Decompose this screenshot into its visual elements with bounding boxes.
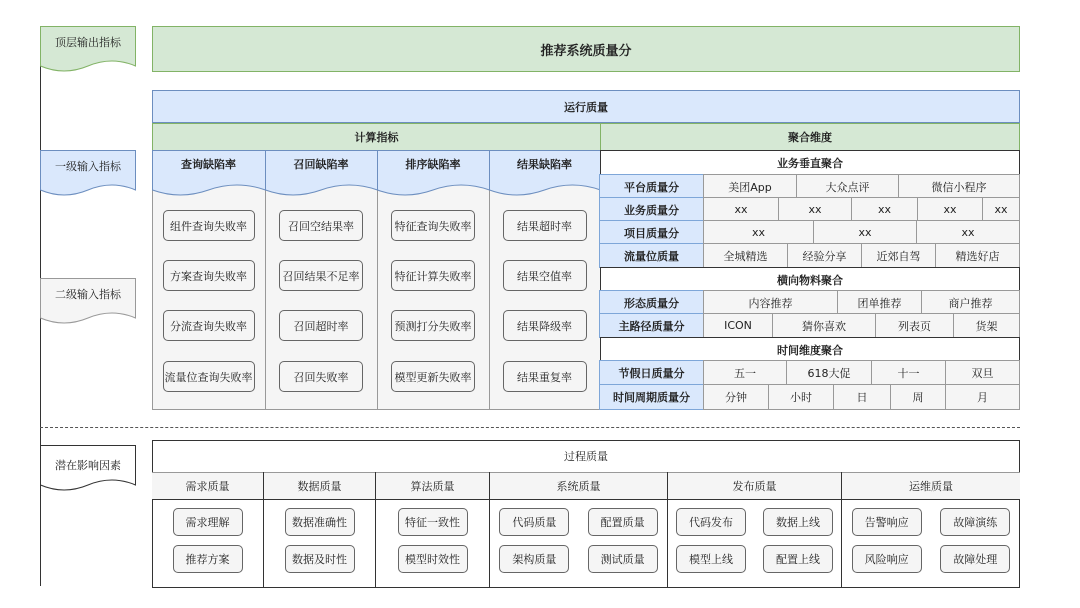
aggregation-cell: 内容推荐 <box>703 290 838 315</box>
metric-box: 召回空结果率 <box>279 210 363 241</box>
compute-column-header: 结果缺陷率 <box>517 158 572 171</box>
swimlane-line <box>40 66 41 586</box>
aggregation-row-label: 项目质量分 <box>599 220 704 245</box>
label-text: 潜在影响因素 <box>55 459 121 472</box>
aggregation-row <box>600 198 1020 222</box>
process-item: 模型时效性 <box>398 545 468 573</box>
process-column <box>489 472 667 588</box>
process-column-header: 算法质量 <box>376 472 489 500</box>
aggregation-row <box>600 221 1020 245</box>
process-item: 架构质量 <box>499 545 569 573</box>
process-column-header: 数据质量 <box>264 472 375 500</box>
process-column-header: 发布质量 <box>668 472 841 500</box>
aggregation-cell: 美团App <box>703 174 797 199</box>
aggregation-row-label: 主路径质量分 <box>599 313 704 338</box>
metric-box: 预测打分失败率 <box>391 310 475 341</box>
aggregation-cell: 精选好店 <box>935 243 1020 268</box>
metric-box: 结果空值率 <box>503 260 587 291</box>
aggregation-cell: xx <box>917 197 983 222</box>
metric-box: 特征查询失败率 <box>391 210 475 241</box>
aggregation-cell: xx <box>778 197 852 222</box>
aggregation-row-label: 节假日质量分 <box>599 360 704 386</box>
metric-box: 召回结果不足率 <box>279 260 363 291</box>
metric-box: 模型更新失败率 <box>391 361 475 392</box>
metric-box: 分流查询失败率 <box>163 310 255 341</box>
aggregation-cell: 经验分享 <box>787 243 862 268</box>
label-level2-input <box>40 278 136 326</box>
page-title: 推荐系统质量分 <box>152 26 1020 72</box>
compute-column-header: 排序缺陷率 <box>405 158 461 171</box>
aggregation-cell: xx <box>851 197 918 222</box>
aggregation-cell: xx <box>703 197 779 222</box>
aggregation-group-title: 时间维度聚合 <box>600 337 1020 362</box>
aggregation-cell: 月 <box>945 384 1020 410</box>
process-item: 模型上线 <box>676 545 746 573</box>
process-quality-title: 过程质量 <box>564 450 608 463</box>
process-column <box>263 472 375 588</box>
metric-box: 召回超时率 <box>279 310 363 341</box>
metric-box: 流量位查询失败率 <box>163 361 255 392</box>
label-level1-input <box>40 150 136 198</box>
process-item: 配置质量 <box>588 508 658 536</box>
aggregation-cell: 十一 <box>871 360 946 386</box>
metric-box: 结果超时率 <box>503 210 587 241</box>
process-column-header: 运维质量 <box>842 472 1020 500</box>
aggregation-row <box>600 291 1020 315</box>
aggregation-group-title: 业务垂直聚合 <box>600 150 1020 176</box>
aggregation-cell: 近郊自驾 <box>861 243 936 268</box>
aggregation-row <box>600 314 1020 338</box>
aggregation-row-label: 业务质量分 <box>599 197 704 222</box>
process-item: 推荐方案 <box>173 545 243 573</box>
aggregation-cell: 团单推荐 <box>837 290 922 315</box>
process-item: 配置上线 <box>763 545 833 573</box>
aggregation-row <box>600 361 1020 386</box>
aggregation-header: 聚合维度 <box>600 123 1020 151</box>
metric-box: 特征计算失败率 <box>391 260 475 291</box>
aggregation-cell: 日 <box>833 384 891 410</box>
compute-metrics-header: 计算指标 <box>152 123 601 151</box>
aggregation-row-label: 形态质量分 <box>599 290 704 315</box>
aggregation-cell: 五一 <box>703 360 787 386</box>
process-item: 特征一致性 <box>398 508 468 536</box>
label-text: 二级输入指标 <box>55 288 121 301</box>
compute-column-header: 查询缺陷率 <box>181 158 236 171</box>
metric-box: 结果降级率 <box>503 310 587 341</box>
aggregation-cell: 分钟 <box>703 384 769 410</box>
process-column-header: 系统质量 <box>490 472 667 500</box>
compute-column-header: 召回缺陷率 <box>293 158 349 171</box>
process-item: 数据上线 <box>763 508 833 536</box>
label-latent-factors <box>40 445 136 493</box>
process-item: 代码质量 <box>499 508 569 536</box>
aggregation-cell: 大众点评 <box>796 174 899 199</box>
process-item: 测试质量 <box>588 545 658 573</box>
aggregation-cell: xx <box>982 197 1020 222</box>
metric-box: 组件查询失败率 <box>163 210 255 241</box>
process-column <box>841 472 1020 588</box>
aggregation-row-label: 平台质量分 <box>599 174 704 199</box>
aggregation-row <box>600 385 1020 410</box>
label-text: 一级输入指标 <box>55 160 121 173</box>
runtime-quality-header: 运行质量 <box>152 90 1020 123</box>
process-column <box>667 472 841 588</box>
aggregation-cell: 微信小程序 <box>898 174 1020 199</box>
process-column-header: 需求质量 <box>152 472 263 500</box>
process-column <box>152 472 263 588</box>
process-item: 数据准确性 <box>285 508 355 536</box>
aggregation-cell: 周 <box>890 384 946 410</box>
process-item: 需求理解 <box>173 508 243 536</box>
process-item: 告警响应 <box>852 508 922 536</box>
aggregation-cell: xx <box>813 220 917 245</box>
aggregation-row-label: 时间周期质量分 <box>599 384 704 410</box>
section-divider <box>40 427 1020 428</box>
aggregation-cell: 618大促 <box>786 360 872 386</box>
process-item: 代码发布 <box>676 508 746 536</box>
aggregation-cell: 列表页 <box>875 313 954 338</box>
label-text: 顶层输出指标 <box>55 36 121 49</box>
aggregation-cell: 小时 <box>768 384 834 410</box>
process-column <box>375 472 489 588</box>
process-item: 风险响应 <box>852 545 922 573</box>
aggregation-row <box>600 244 1020 268</box>
aggregation-cell: ICON <box>703 313 773 338</box>
aggregation-cell: xx <box>703 220 814 245</box>
metric-box: 方案查询失败率 <box>163 260 255 291</box>
aggregation-group-title: 横向物料聚合 <box>600 267 1020 292</box>
aggregation-cell: 货架 <box>953 313 1020 338</box>
label-top-output <box>40 26 136 74</box>
process-item: 故障演练 <box>940 508 1010 536</box>
aggregation-cell: 全城精选 <box>703 243 788 268</box>
metric-box: 结果重复率 <box>503 361 587 392</box>
aggregation-row-label: 流量位质量 <box>599 243 704 268</box>
aggregation-row <box>600 175 1020 199</box>
aggregation-cell: 商户推荐 <box>921 290 1020 315</box>
aggregation-cell: 猜你喜欢 <box>772 313 876 338</box>
aggregation-cell: 双旦 <box>945 360 1020 386</box>
aggregation-cell: xx <box>916 220 1020 245</box>
process-item: 故障处理 <box>940 545 1010 573</box>
metric-box: 召回失败率 <box>279 361 363 392</box>
process-item: 数据及时性 <box>285 545 355 573</box>
